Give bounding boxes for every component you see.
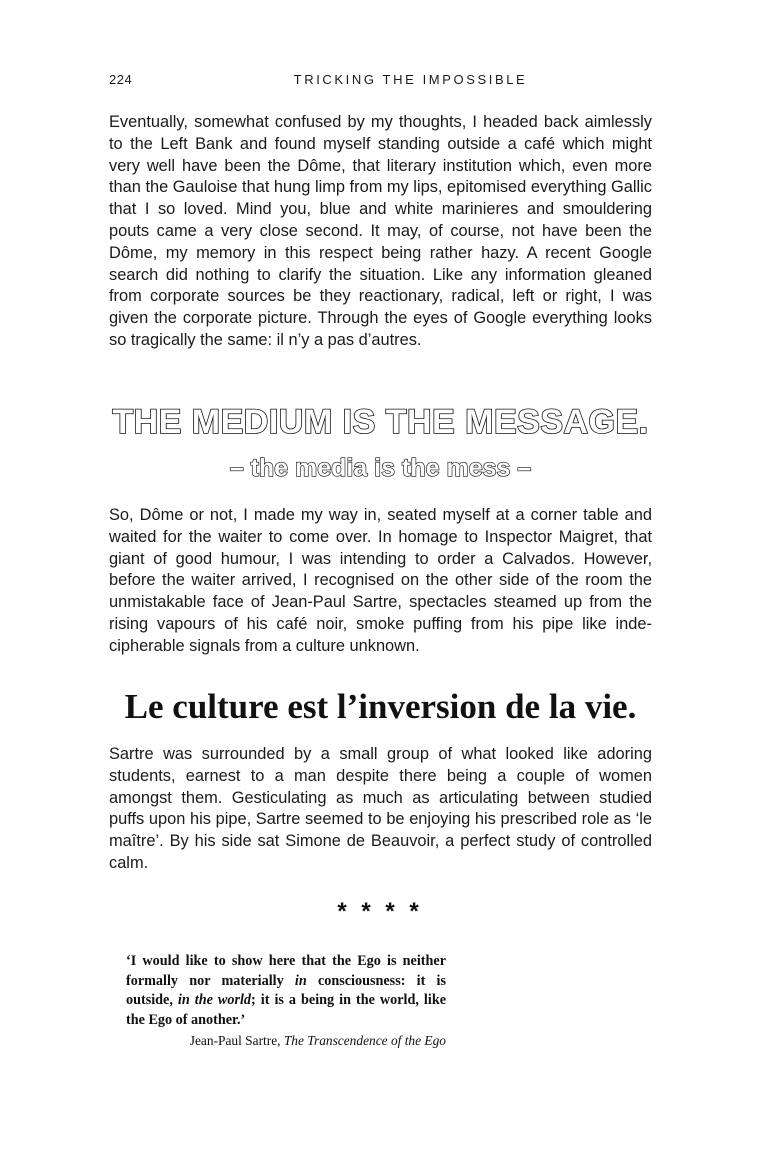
running-head xyxy=(109,72,652,92)
running-title: TRICKING THE IMPOSSIBLE xyxy=(293,72,528,87)
epigraph-quote-text: consciousness: it is outside, xyxy=(126,972,446,1008)
headline-media-mess: – the media is the mess – xyxy=(229,454,532,482)
headline-culture: Le culture est l’inversion de la vie. xyxy=(124,687,637,726)
paragraph-dome: Eventually, somewhat confused by my thoughts, I headed back aimlessly to the Left Bank and found myself standing outside a café which might very well have been the Dôme, that literary institution which, even more than the Gauloise that hung limp from my lips, epitomised everything Gallic that I so loved. Mind you, blue and white marinieres and smouldering pouts came a very close second. It may, of course, not have been the Dôme, my memory in this respect being rather hazy. A recent Google search did nothing to clarify the situation. Like any information gleaned from corporate sources be they reactionary, radical, left or right, I was given the corporate picture. Through the eyes of Google everything looks so tragically the same: il n’y a pas d’autres. xyxy=(109,113,652,349)
section-separator: * * * * xyxy=(337,898,423,925)
epigraph-quote xyxy=(126,952,446,1030)
epigraph-work-title: The Transcendence of the Ego xyxy=(283,1033,446,1048)
paragraph-sartre-sighting: So, Dôme or not, I made my way in, seated myself at a corner table and waited for the waiter to come over. In homage to Inspector Maigret, that giant of good humour, I was intending to order a Calvados. However, before the waiter arrived, I recognised on the other side of the room the unmistakable face of Jean-Paul Sartre, spectacles steamed up from the rising vapours of his café noir, smoke puffing from his pipe like indecipherable signals from a culture unknown. xyxy=(109,506,652,655)
epigraph-author: Jean-Paul Sartre, xyxy=(189,1033,284,1048)
page-number: 224 xyxy=(109,72,133,87)
paragraph-students: Sartre was surrounded by a small group of what looked like adoring students, earnest to a man despite there being a couple of women amongst them. Gesticulating as much as articulating between studied puffs upon his pipe, Sartre seemed to be enjoying his prescribed role as ‘le maître’. By his side sat Simone de Beauvoir, a perfect study of controlled calm. xyxy=(109,745,652,872)
epigraph-quote-emphasis: in xyxy=(294,972,307,989)
epigraph-quote-emphasis: in the world xyxy=(177,992,252,1008)
headline-medium-message: THE MEDIUM IS THE MESSAGE. xyxy=(112,403,649,441)
epigraph-quote-text: ; it is a being in the world, like the Ego of another.’ xyxy=(126,992,447,1028)
epigraph xyxy=(126,952,446,1050)
epigraph-quote-text: ‘I would like to show here that the Ego is neither formally nor materially xyxy=(126,953,446,989)
epigraph-citation xyxy=(126,1032,446,1050)
